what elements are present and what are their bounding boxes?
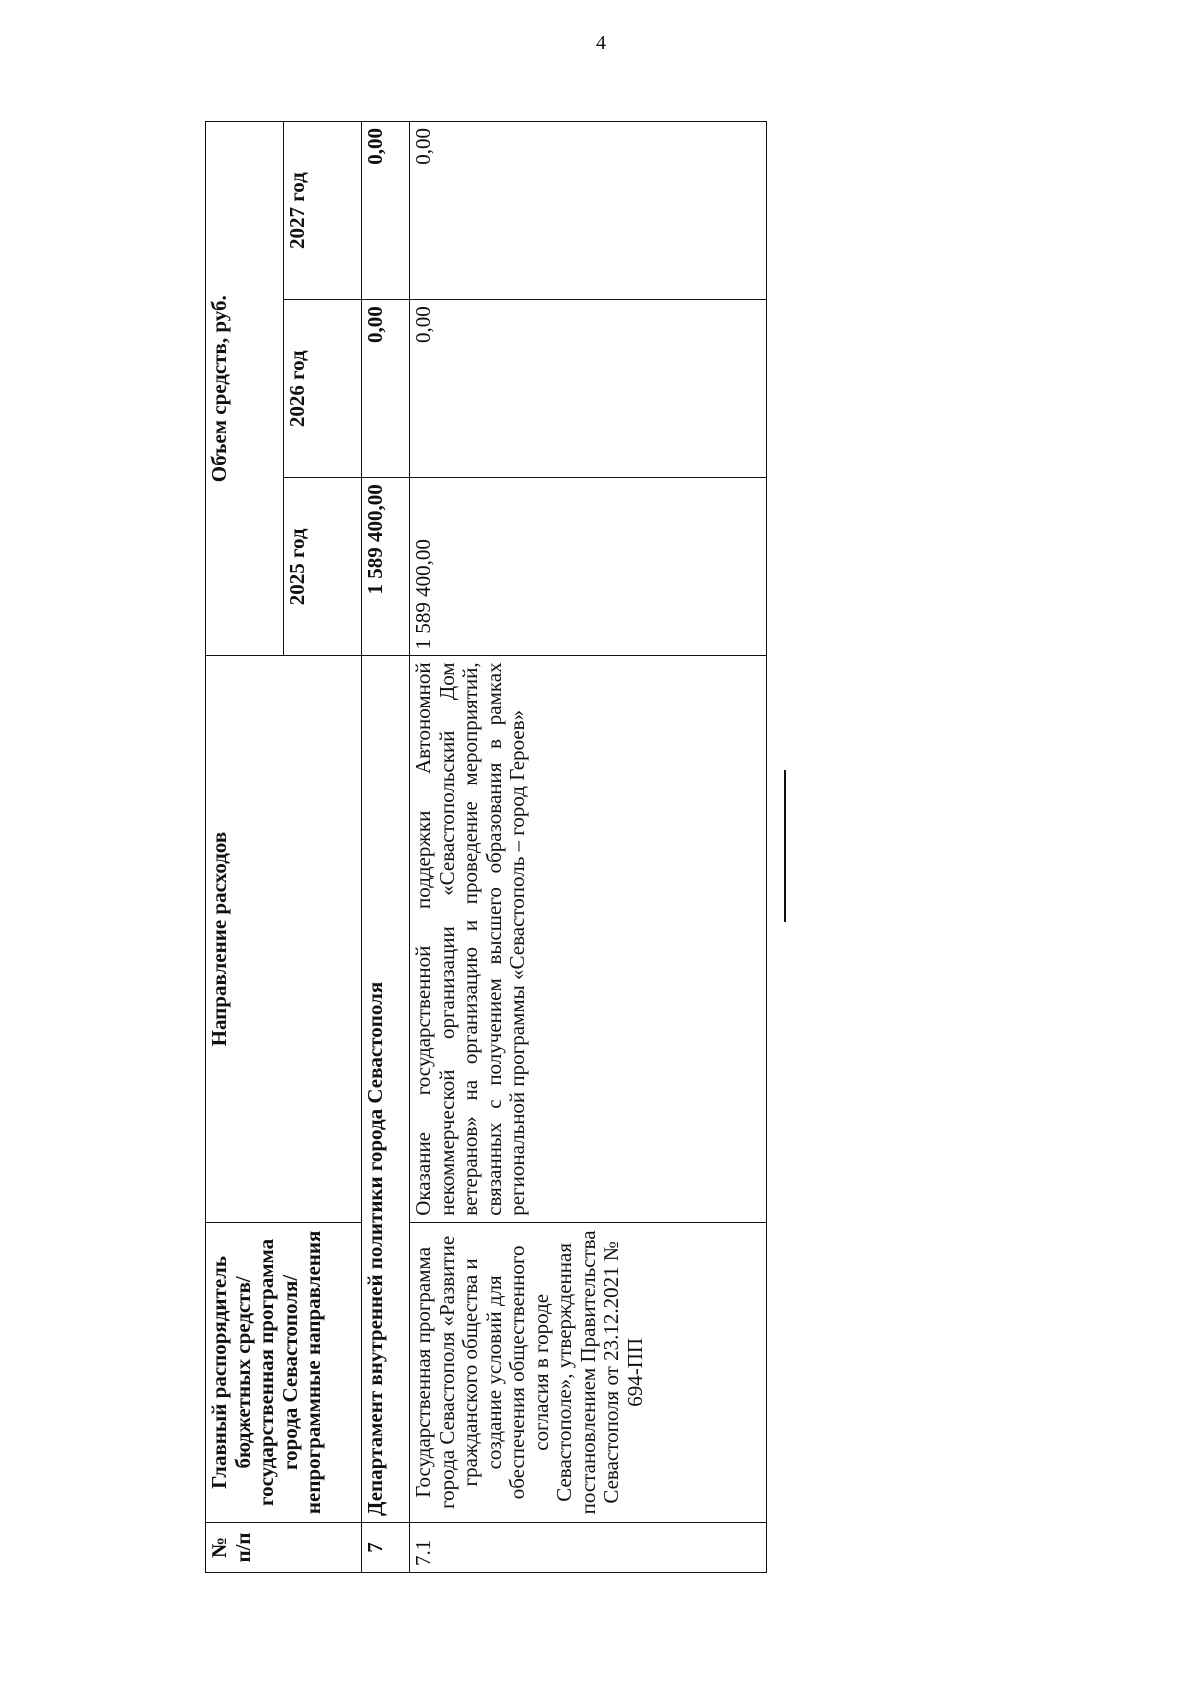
section-value-2026: 0,00 <box>362 300 410 478</box>
item-program: Государственная программа города Севастополя «Развитие гражданского общества и создание условий для обеспечения общественного согласия в городе Севастополе», утвержденная постановлением Правительства Севастополя от 23.12.2021 № 694-ПП <box>410 1222 767 1522</box>
rotated-table-wrapper <box>205 121 767 1573</box>
budget-table <box>205 121 767 1573</box>
section-row <box>362 122 410 1573</box>
header-direction: Направление расходов <box>206 656 362 1222</box>
header-year-2026: 2026 год <box>284 300 362 478</box>
item-value-2026: 0,00 <box>410 300 767 478</box>
header-year-2025: 2025 год <box>284 478 362 656</box>
item-row <box>410 122 767 1573</box>
header-num: № п/п <box>206 1522 362 1572</box>
end-divider-line <box>784 770 786 922</box>
page-number: 4 <box>596 32 606 54</box>
item-direction: Оказание государственной поддержки Автономной некоммерческой организации «Севастопольский Дом ветеранов» на организацию и проведение мероприятий, связанных с получением высшего образования в рамках региональной программы «Севастополь – город Героев» <box>410 656 767 1222</box>
section-value-2025: 1 589 400,00 <box>362 478 410 656</box>
item-value-2027: 0,00 <box>410 122 767 300</box>
header-amount-group: Объем средств, руб. <box>206 122 284 656</box>
item-num: 7.1 <box>410 1522 767 1572</box>
header-year-2027: 2027 год <box>284 122 362 300</box>
section-num: 7 <box>362 1522 410 1572</box>
item-value-2025: 1 589 400,00 <box>410 478 767 656</box>
section-name: Департамент внутренней политики города Севастополя <box>362 656 410 1523</box>
section-value-2027: 0,00 <box>362 122 410 300</box>
header-program: Главный распорядитель бюджетных средств/государственная программа города Севастополя/непрограммные направления <box>206 1222 362 1522</box>
